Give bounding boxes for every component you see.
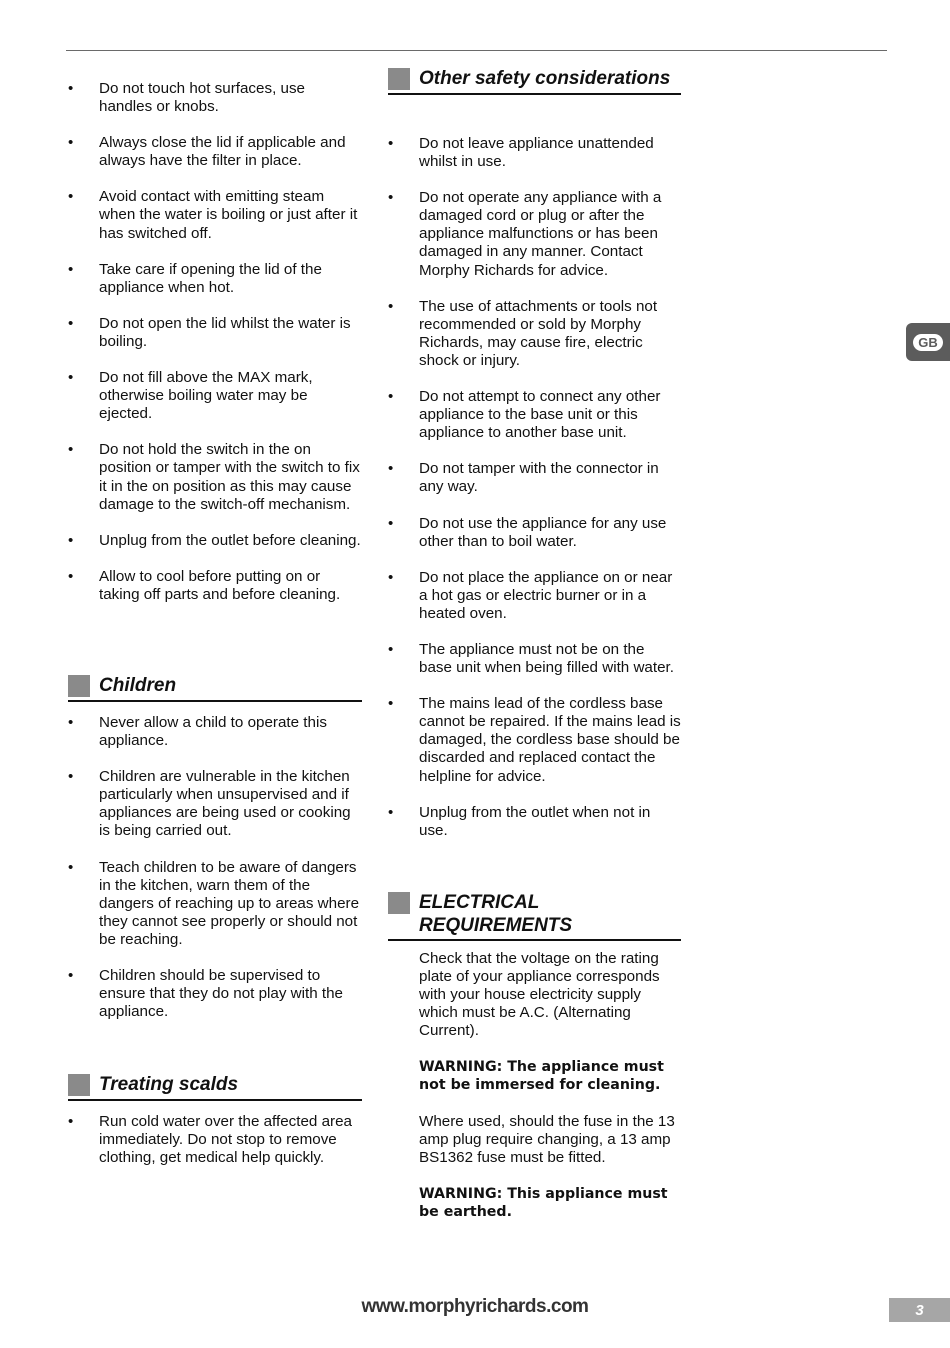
footer-url: www.morphyrichards.com [361, 1296, 589, 1317]
list-item: • Do not attempt to connect any other appliance to the base unit or this appliance to another base unit. [388, 388, 681, 442]
list-item: • Do not leave appliance unattended whilst in use. [388, 135, 681, 171]
heading-square-icon [68, 675, 90, 697]
list-item: • Do not use the appliance for any use other than to boil water. [388, 515, 681, 551]
voltage-paragraph: Check that the voltage on the rating plate of your appliance corresponds with your house electricity supply which must be A.C. (Alternating Current). [419, 950, 660, 1040]
scalds-bullet-list [68, 1113, 362, 1167]
list-item: • Run cold water over the affected area immediately. Do not stop to remove clothing, get medical help quickly. [68, 1113, 362, 1167]
list-item: • Do not fill above the MAX mark, otherwise boiling water may be ejected. [68, 369, 362, 423]
list-item: • Avoid contact with emitting steam when the water is boiling or just after it has switched off. [68, 188, 362, 242]
heading-square-icon [388, 68, 410, 90]
top-rule [66, 50, 887, 51]
immersion-warning: WARNING: The appliance must not be immersed for cleaning. [419, 1059, 664, 1094]
list-item: • Do not operate any appliance with a damaged cord or plug or after the appliance malfunctions or has been damaged in any manner. Contact Morphy Richards for advice. [388, 189, 681, 279]
heading-text: ELECTRICAL REQUIREMENTS [419, 892, 573, 936]
list-item: • Do not place the appliance on or near a hot gas or electric burner or in a heated oven. [388, 569, 681, 623]
list-item: • Unplug from the outlet when not in use. [388, 804, 681, 840]
list-item: • The appliance must not be on the base unit when being filled with water. [388, 641, 681, 677]
list-item: • Always close the lid if applicable and always have the filter in place. [68, 134, 362, 170]
electrical-requirements-heading [388, 892, 681, 941]
children-bullet-list [68, 714, 362, 1039]
list-item: • Do not hold the switch in the on position or tamper with the switch to fix it in the on position as this may cause damage to the switch-off mechanism. [68, 441, 362, 513]
list-item: • The mains lead of the cordless base cannot be repaired. If the mains lead is damaged, the cordless base should be discarded and replaced contact the helpline for advice. [388, 695, 681, 785]
list-item: • Children are vulnerable in the kitchen particularly when unsupervised and if appliances are being used or cooking is being carried out. [68, 768, 362, 840]
list-item: • Never allow a child to operate this appliance. [68, 714, 362, 750]
list-item: • Teach children to be aware of dangers in the kitchen, warn them of the dangers of reaching up to areas where they cannot see properly or should not be reaching. [68, 859, 362, 949]
fuse-paragraph: Where used, should the fuse in the 13 amp plug require changing, a 13 amp BS1362 fuse must be fitted. [419, 1113, 675, 1167]
heading-text: Children [99, 675, 177, 696]
children-heading [68, 675, 362, 702]
language-tab [906, 323, 950, 361]
list-item: • Unplug from the outlet before cleaning. [68, 532, 362, 550]
language-badge: GB [913, 334, 943, 351]
safety-bullet-list [68, 80, 362, 622]
heading-text: Treating scalds [99, 1074, 239, 1095]
list-item: • Do not open the lid whilst the water is boiling. [68, 315, 362, 351]
other-safety-heading [388, 68, 681, 95]
page-number: 3 [889, 1298, 950, 1322]
heading-text: Other safety considerations [419, 68, 671, 89]
list-item: • Do not tamper with the connector in any way. [388, 460, 681, 496]
heading-square-icon [68, 1074, 90, 1096]
list-item: • Do not touch hot surfaces, use handles or knobs. [68, 80, 362, 116]
list-item: • Allow to cool before putting on or taking off parts and before cleaning. [68, 568, 362, 604]
earthed-warning: WARNING: This appliance must be earthed. [419, 1186, 668, 1221]
treating-scalds-heading [68, 1074, 362, 1101]
heading-square-icon [388, 892, 410, 914]
list-item: • The use of attachments or tools not recommended or sold by Morphy Richards, may cause fire, electric shock or injury. [388, 298, 681, 370]
other-safety-bullet-list [388, 135, 681, 840]
list-item: • Take care if opening the lid of the appliance when hot. [68, 261, 362, 297]
list-item: • Children should be supervised to ensure that they do not play with the appliance. [68, 967, 362, 1021]
